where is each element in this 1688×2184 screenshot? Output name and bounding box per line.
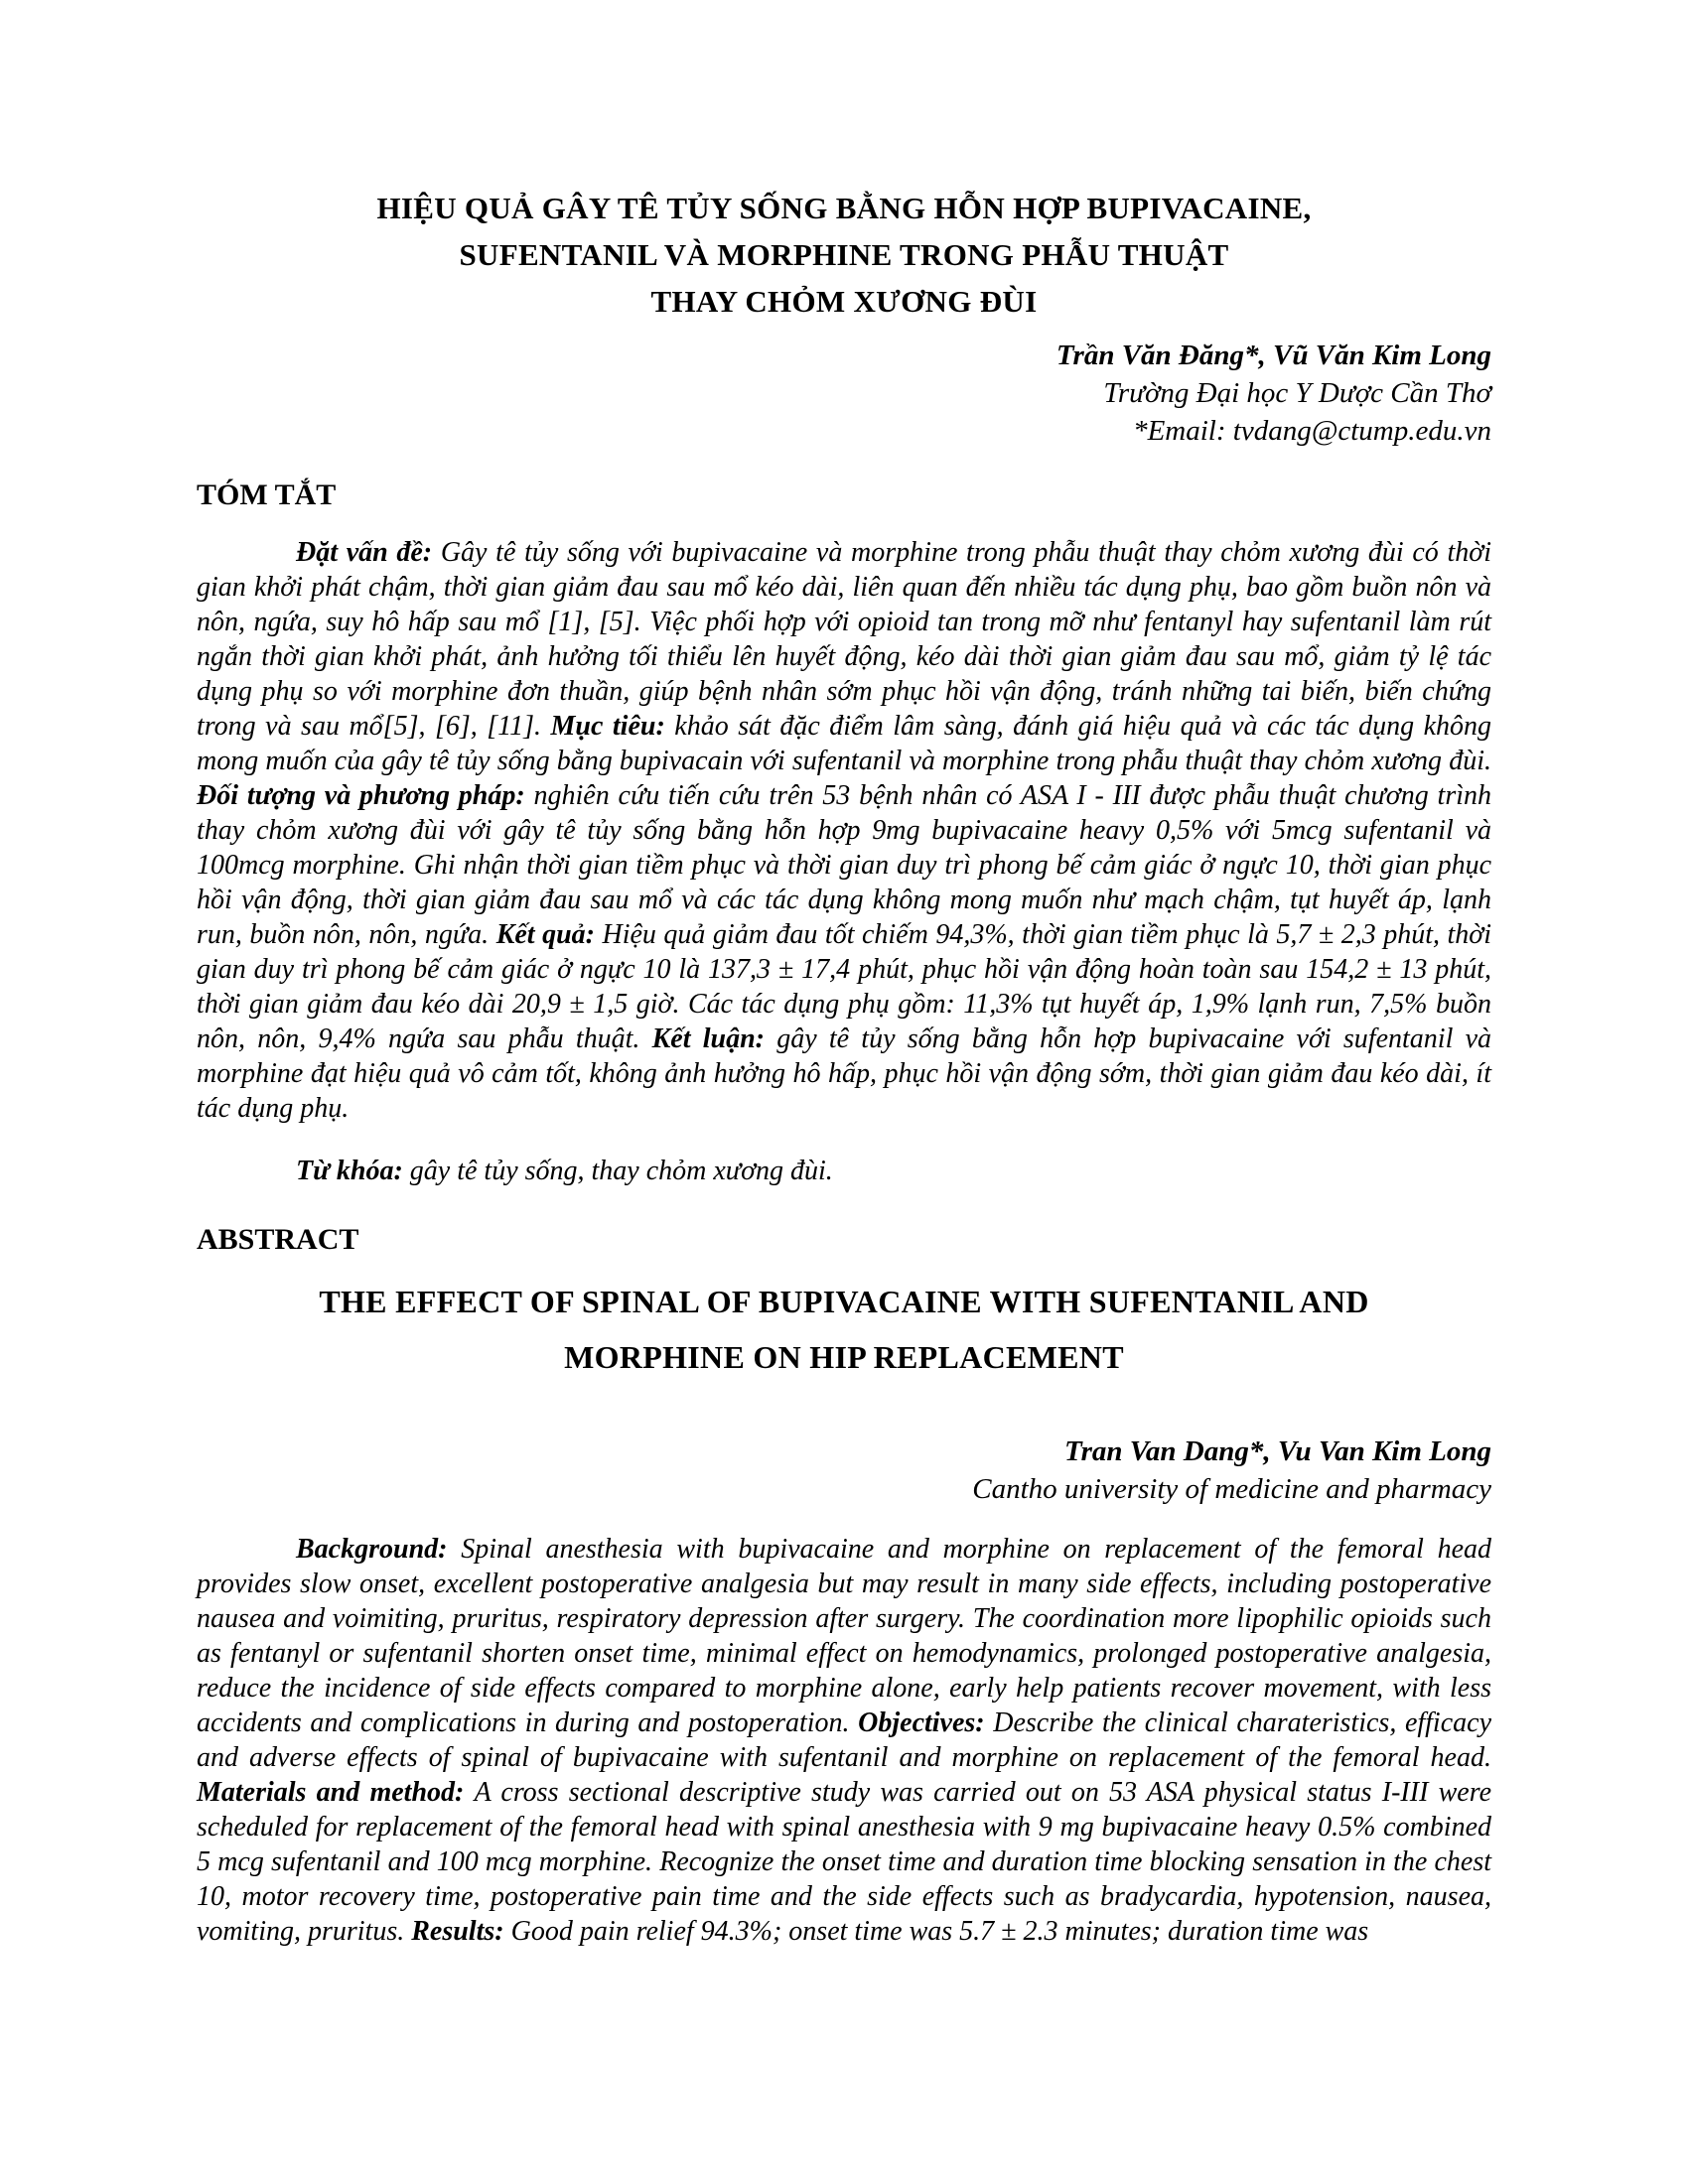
tomtat-heading: TÓM TẮT — [197, 478, 337, 511]
vi-paper-title — [197, 0, 1491, 325]
en-affiliation: Cantho university of medicine and pharmacy — [972, 1473, 1491, 1505]
en-paper-title — [197, 1274, 1491, 1385]
en-author-names: Tran Van Dang*, Vu Van Kim Long — [1063, 1435, 1491, 1467]
vi-abstract-paragraph: Đặt vấn đề: Gây tê tủy sống với bupivacaine và morphine trong phẫu thuật thay chỏm xương đùi có thời gian khởi phát chậm, thời gian giảm đau sau mổ kéo dài, liên quan đến nhiều tác dụng phụ, bao gồm buồn nôn và nôn, ngứa, suy hô hấp sau mổ [1], [5]. Việc phối hợp với opioid tan trong mỡ như fentanyl hay sufentanil làm rút ngắn thời gian khởi phát, ảnh hưởng tối thiểu lên huyết động, kéo dài thời gian giảm đau sau mổ, giảm tỷ lệ tác dụng phụ so với morphine đơn thuần, giúp bệnh nhân sớm phục hồi vận động, tránh những tai biến, biến chứng trong và sau mổ[5], [6], [11]. Mục tiêu: khảo sát đặc điểm lâm sàng, đánh giá hiệu quả và các tác dụng không mong muốn của gây tê tủy sống bằng bupivacain với sufentanil và morphine trong phẫu thuật thay chỏm xương đùi. Đối tượng và phương pháp: nghiên cứu tiến cứu trên 53 bệnh nhân có ASA I - III được phẫu thuật chương trình thay chỏm xương đùi với gây tê tủy sống bằng hỗn hợp 9mg bupivacaine heavy 0,5% với 5mcg sufentanil và 100mcg morphine. Ghi nhận thời gian tiềm phục và thời gian duy trì phong bế cảm giác ở ngực 10, thời gian phục hồi vận động, thời gian giảm đau sau mổ và các tác dụng không mong muốn như mạch chậm, tụt huyết áp, lạnh run, buồn nôn, nôn, ngứa. Kết quả: Hiệu quả giảm đau tốt chiếm 94,3%, thời gian tiềm phục là 5,7 ± 2,3 phút, thời gian duy trì phong bế cảm giác ở ngực 10 là 137,3 ± 17,4 phút, phục hồi vận động hoàn toàn sau 154,2 ± 13 phút, thời gian giảm đau kéo dài 20,9 ± 1,5 giờ. Các tác dụng phụ gồm: 11,3% tụt huyết áp, 1,9% lạnh run, 7,5% buồn nôn, nôn, 9,4% ngứa sau phẫu thuật. Kết luận: gây tê tủy sống bằng hỗn hợp bupivacaine với sufentanil và morphine đạt hiệu quả vô cảm tốt, không ảnh hưởng hô hấp, phục hồi vận động sớm, thời gian giảm đau kéo dài, ít tác dụng phụ. — [197, 537, 1492, 1124]
abstract-heading: ABSTRACT — [197, 1223, 359, 1256]
en-title-line-2: MORPHINE ON HIP REPLACEMENT — [564, 1339, 1124, 1375]
vi-author-block — [197, 337, 1491, 450]
en-title-line-1: THE EFFECT OF SPINAL OF BUPIVACAINE WITH SUFENTANIL AND — [319, 1284, 1369, 1319]
vi-title-line-1: HIỆU QUẢ GÂY TÊ TỦY SỐNG BẰNG HỖN HỢP BUPIVACAINE, — [376, 191, 1312, 225]
vi-author-names: Trần Văn Đăng*, Vũ Văn Kim Long — [1055, 340, 1491, 371]
vi-email: *Email: tvdang@ctump.edu.vn — [1133, 415, 1491, 447]
vi-keywords-line: Từ khóa: gây tê tủy sống, thay chỏm xương đùi. — [296, 1156, 833, 1186]
paper-content-column — [197, 0, 1491, 1949]
vi-affiliation: Trường Đại học Y Dược Cần Thơ — [1103, 377, 1491, 409]
en-abstract-paragraph: Background: Spinal anesthesia with bupivacaine and morphine on replacement of the femoral head provides slow onset, excellent postoperative analgesia but may result in many side effects, including postoperative nausea and voimiting, pruritus, respiratory depression after surgery. The coordination more lipophilic opioids such as fentanyl or sufentanil shorten onset time, minimal effect on hemodynamics, prolonged postoperative analgesia, reduce the incidence of side effects compared to morphine alone, early help patients recover movement, with less accidents and complications in during and postoperation. Objectives: Describe the clinical charateristics, efficacy and adverse effects of spinal of bupivacaine with sufentanil and morphine on replacement of the femoral head. Materials and method: A cross sectional descriptive study was carried out on 53 ASA physical status I-III were scheduled for replacement of the femoral head with spinal anesthesia with 9 mg bupivacaine heavy 0.5% combined 5 mcg sufentanil and 100 mcg morphine. Recognize the onset time and duration time blocking sensation in the chest 10, motor recovery time, postoperative pain time and the side effects such as bradycardia, hypotension, nausea, vomiting, pruritus. Results: Good pain relief 94.3%; onset time was 5.7 ± 2.3 minutes; duration time was — [197, 1534, 1492, 1947]
vi-title-line-2: SUFENTANIL VÀ MORPHINE TRONG PHẪU THUẬT — [459, 237, 1229, 272]
vi-title-line-3: THAY CHỎM XƯƠNG ĐÙI — [650, 284, 1038, 319]
en-author-block — [197, 1433, 1491, 1508]
